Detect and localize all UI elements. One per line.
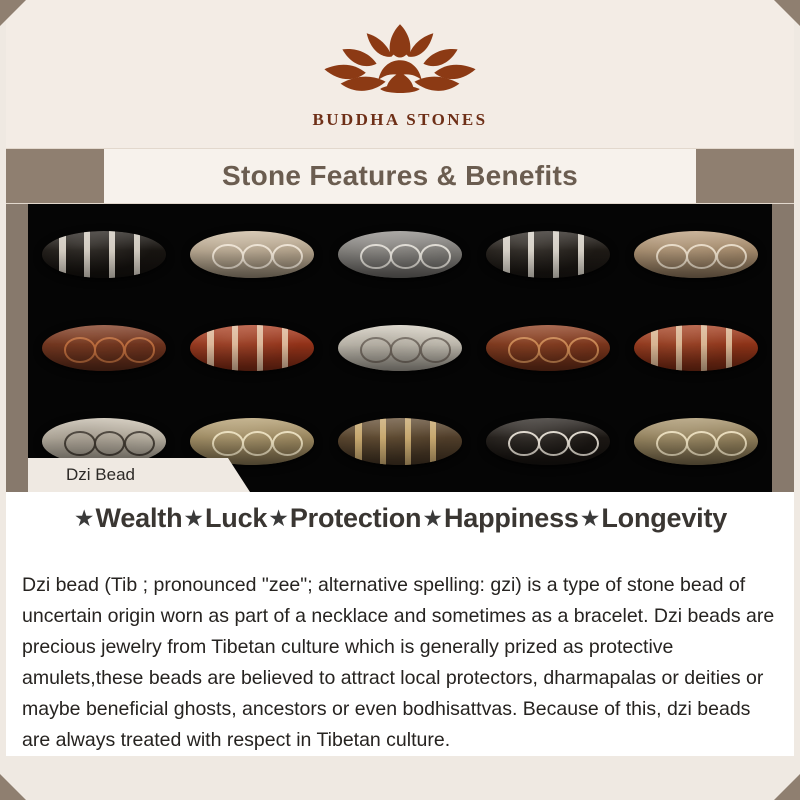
tan-eye-dzi bbox=[634, 231, 758, 277]
left-edge-strip bbox=[0, 0, 6, 800]
red-eye-dzi bbox=[634, 325, 758, 371]
star-icon: ★ bbox=[268, 504, 289, 531]
benefit-keyword-protection: Protection bbox=[289, 502, 422, 533]
page-title: Stone Features & Benefits bbox=[221, 160, 579, 191]
section-title-bar bbox=[0, 148, 800, 204]
benefit-keyword-luck: Luck bbox=[205, 502, 268, 533]
red-three-eye-dzi bbox=[190, 325, 314, 371]
benefit-keyword-longevity: Longevity bbox=[601, 502, 728, 533]
bead-cell bbox=[624, 397, 768, 486]
bead-photo bbox=[28, 204, 772, 492]
corner-decoration-top-left bbox=[0, 0, 26, 26]
description-section bbox=[0, 544, 800, 756]
photo-caption-tab bbox=[28, 458, 228, 492]
right-edge-strip bbox=[794, 0, 800, 800]
gold-oval-dzi bbox=[634, 418, 758, 464]
star-icon: ★ bbox=[579, 504, 601, 531]
benefit-keyword-happiness: Happiness bbox=[443, 502, 579, 533]
bead-cell bbox=[328, 210, 472, 299]
bead-cell bbox=[328, 303, 472, 392]
bead-cell bbox=[476, 210, 620, 299]
bottom-edge-strip bbox=[0, 772, 800, 800]
bead-cell bbox=[624, 210, 768, 299]
brand-name: BUDDHA STONES bbox=[312, 110, 488, 129]
cream-eye-dzi bbox=[190, 231, 314, 277]
black-white-striped-dzi bbox=[42, 231, 166, 277]
red-script-dzi bbox=[486, 325, 610, 371]
bead-cell bbox=[476, 303, 620, 392]
black-dot-dzi bbox=[486, 418, 610, 464]
benefit-keyword-wealth: Wealth bbox=[95, 502, 183, 533]
dark-lotus-dzi bbox=[338, 418, 462, 464]
bead-cell bbox=[32, 303, 176, 392]
product-photo-band bbox=[0, 204, 800, 492]
bead-cell bbox=[32, 210, 176, 299]
description-text: Dzi bead (Tib ; pronounced "zee"; alternative spelling: gzi) is a type of stone bead of uncertain origin worn as part of a necklace and sometimes as a bracelet. Dzi beads are precious jewelry from Tibetan culture which is generally prized as protective amulets,these beads are believed to attract local protectors, dharmapalas or deities or maybe beneficial ghosts, ancestors or even bodhisattvas. Because of this, dzi beads are always treated with respect in Tibetan culture. bbox=[22, 573, 775, 751]
corner-decoration-bottom-left bbox=[0, 774, 26, 800]
red-carved-dzi bbox=[42, 325, 166, 371]
black-white-banded-dzi bbox=[486, 231, 610, 277]
white-agate-dzi bbox=[338, 325, 462, 371]
bead-cell bbox=[476, 397, 620, 486]
corner-decoration-top-right bbox=[774, 0, 800, 26]
lotus-meditation-icon bbox=[310, 16, 490, 108]
bead-cell bbox=[180, 210, 324, 299]
star-icon: ★ bbox=[422, 504, 443, 531]
bead-cell bbox=[624, 303, 768, 392]
bead-cell bbox=[328, 397, 472, 486]
bead-grid bbox=[28, 204, 772, 492]
photo-caption-label: Dzi Bead bbox=[66, 465, 135, 484]
grey-nine-eye-dzi bbox=[338, 231, 462, 277]
brand-header bbox=[0, 0, 800, 148]
corner-decoration-bottom-right bbox=[774, 774, 800, 800]
star-icon: ★ bbox=[73, 504, 95, 531]
bead-cell bbox=[180, 303, 324, 392]
star-icon: ★ bbox=[183, 504, 204, 531]
benefit-keywords-row bbox=[0, 492, 800, 544]
